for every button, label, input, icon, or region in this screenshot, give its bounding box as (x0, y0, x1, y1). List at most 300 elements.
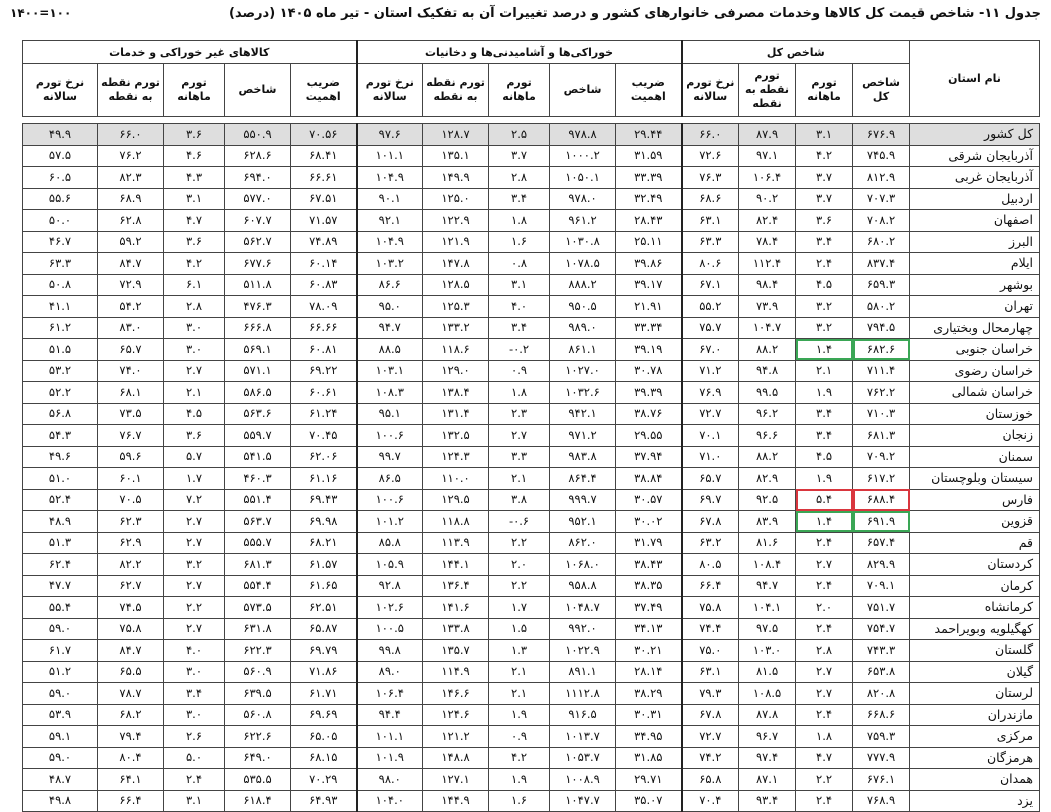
food-monthly-cell: ۳.۷ (489, 145, 550, 167)
nonfood-weight-cell: ۶۸.۱۵ (291, 747, 357, 769)
nonfood-annual-cell: ۶۱.۷ (23, 640, 98, 662)
food-monthly-cell: ۱.۹ (489, 704, 550, 726)
nonfood-monthly-cell: ۳.۶ (164, 124, 225, 146)
total-annual-cell: ۶۷.۱ (682, 274, 739, 296)
food-p2p-cell: ۱۳۲.۵ (423, 425, 489, 447)
nonfood-monthly-cell: ۷.۲ (164, 489, 225, 511)
total-monthly-cell: ۵.۴ (796, 489, 853, 511)
food-p2p-cell: ۱۴۸.۸ (423, 747, 489, 769)
nonfood-index-cell: ۵۸۶.۵ (225, 382, 291, 404)
total-p2p-cell: ۸۱.۵ (739, 661, 796, 683)
food-weight-cell: ۳۸.۸۴ (616, 468, 682, 490)
food-annual-cell: ۸۶.۵ (357, 468, 423, 490)
nonfood-weight-cell: ۶۶.۶۶ (291, 317, 357, 339)
food-index-cell: ۹۴۲.۱ (550, 403, 616, 425)
total-annual-cell: ۶۵.۷ (682, 468, 739, 490)
nonfood-index-cell: ۶۳۱.۸ (225, 618, 291, 640)
total-index-cell: ۸۱۲.۹ (853, 167, 910, 189)
nonfood-p2p-cell: ۷۴.۵ (98, 597, 164, 619)
province-name: البرز (910, 231, 1040, 253)
food-monthly-cell: ۲.۷ (489, 425, 550, 447)
food-weight-cell: ۲۵.۱۱ (616, 231, 682, 253)
nonfood-weight-cell: ۶۹.۷۹ (291, 640, 357, 662)
total-annual-cell: ۶۷.۰ (682, 339, 739, 361)
total-annual-cell: ۶۶.۰ (682, 124, 739, 146)
total-annual-cell: ۷۴.۴ (682, 618, 739, 640)
province-name: کهگیلویه وبویراحمد (910, 618, 1040, 640)
nonfood-index-cell: ۵۶۹.۱ (225, 339, 291, 361)
table-row (23, 167, 1040, 189)
nonfood-p2p-cell: ۶۲.۳ (98, 511, 164, 533)
province-name: هرمزگان (910, 747, 1040, 769)
food-index-cell: ۱۰۴۷.۷ (550, 790, 616, 812)
col-header: شاخص (550, 64, 616, 117)
nonfood-annual-cell: ۵۱.۰ (23, 468, 98, 490)
table-row (23, 790, 1040, 812)
food-weight-cell: ۳۹.۱۹ (616, 339, 682, 361)
food-p2p-cell: ۱۱۰.۰ (423, 468, 489, 490)
nonfood-p2p-cell: ۶۸.۱ (98, 382, 164, 404)
nonfood-index-cell: ۵۶۳.۶ (225, 403, 291, 425)
total-annual-cell: ۷۲.۶ (682, 145, 739, 167)
total-monthly-cell: ۱.۴ (796, 511, 853, 533)
food-monthly-cell: ۱.۸ (489, 382, 550, 404)
total-index-cell: ۵۸۰.۲ (853, 296, 910, 318)
province-name: قزوین (910, 511, 1040, 533)
col-header: تورم ماهانه (164, 64, 225, 117)
nonfood-monthly-cell: ۶.۱ (164, 274, 225, 296)
total-index-cell: ۶۸۲.۶ (853, 339, 910, 361)
nonfood-index-cell: ۵۵۱.۴ (225, 489, 291, 511)
total-annual-cell: ۷۲.۷ (682, 403, 739, 425)
total-index-cell: ۷۰۸.۲ (853, 210, 910, 232)
province-name: کل کشور (910, 124, 1040, 146)
nonfood-weight-cell: ۷۸.۰۹ (291, 296, 357, 318)
table-row (23, 640, 1040, 662)
total-monthly-cell: ۳.۶ (796, 210, 853, 232)
province-name: چهارمحال وبختیاری (910, 317, 1040, 339)
food-weight-cell: ۲۹.۴۴ (616, 124, 682, 146)
food-monthly-cell: ۱.۶ (489, 790, 550, 812)
nonfood-index-cell: ۶۲۲.۳ (225, 640, 291, 662)
total-monthly-cell: ۳.۴ (796, 403, 853, 425)
food-annual-cell: ۱۰۰.۶ (357, 425, 423, 447)
province-name: ایلام (910, 253, 1040, 275)
total-annual-cell: ۷۰.۱ (682, 425, 739, 447)
nonfood-index-cell: ۶۴۹.۰ (225, 747, 291, 769)
nonfood-index-cell: ۶۳۹.۵ (225, 683, 291, 705)
total-p2p-cell: ۷۳.۹ (739, 296, 796, 318)
total-p2p-cell: ۱۰۴.۷ (739, 317, 796, 339)
nonfood-weight-cell: ۶۱.۶۵ (291, 575, 357, 597)
table-body (23, 124, 1040, 812)
total-monthly-cell: ۲.۲ (796, 769, 853, 791)
table-row (23, 317, 1040, 339)
nonfood-annual-cell: ۶۰.۵ (23, 167, 98, 189)
nonfood-weight-cell: ۷۰.۲۹ (291, 769, 357, 791)
food-weight-cell: ۲۹.۵۵ (616, 425, 682, 447)
total-annual-cell: ۷۶.۹ (682, 382, 739, 404)
nonfood-p2p-cell: ۷۶.۷ (98, 425, 164, 447)
nonfood-index-cell: ۴۶۰.۳ (225, 468, 291, 490)
nonfood-monthly-cell: ۳.۰ (164, 661, 225, 683)
food-annual-cell: ۹۸.۰ (357, 769, 423, 791)
total-index-cell: ۷۵۱.۷ (853, 597, 910, 619)
nonfood-weight-cell: ۶۶.۶۱ (291, 167, 357, 189)
province-name: اردبیل (910, 188, 1040, 210)
total-monthly-cell: ۲.۸ (796, 640, 853, 662)
col-header: نرخ تورم سالانه (357, 64, 423, 117)
total-monthly-cell: ۲.۴ (796, 618, 853, 640)
table-row (23, 360, 1040, 382)
food-p2p-cell: ۱۳۵.۷ (423, 640, 489, 662)
group-header-nonfood: کالاهای غیر خوراکی و خدمات (23, 41, 357, 64)
nonfood-p2p-cell: ۶۴.۱ (98, 769, 164, 791)
nonfood-p2p-cell: ۸۲.۳ (98, 167, 164, 189)
total-monthly-cell: ۳.۷ (796, 167, 853, 189)
food-p2p-cell: ۱۳۶.۴ (423, 575, 489, 597)
nonfood-monthly-cell: ۲.۶ (164, 726, 225, 748)
nonfood-annual-cell: ۵۱.۳ (23, 532, 98, 554)
food-annual-cell: ۱۰۶.۴ (357, 683, 423, 705)
total-monthly-cell: ۲.۴ (796, 253, 853, 275)
nonfood-weight-cell: ۶۱.۵۷ (291, 554, 357, 576)
food-weight-cell: ۳۴.۹۵ (616, 726, 682, 748)
food-weight-cell: ۳۰.۲۱ (616, 640, 682, 662)
nonfood-weight-cell: ۶۹.۴۳ (291, 489, 357, 511)
nonfood-annual-cell: ۶۱.۲ (23, 317, 98, 339)
nonfood-monthly-cell: ۲.۷ (164, 575, 225, 597)
food-index-cell: ۹۸۳.۸ (550, 446, 616, 468)
group-header-food: خوراکی‌ها و آشامیدنی‌ها و دخانیات (357, 41, 682, 64)
table-row (23, 210, 1040, 232)
nonfood-monthly-cell: ۴.۷ (164, 210, 225, 232)
food-index-cell: ۱۰۶۸.۰ (550, 554, 616, 576)
food-monthly-cell: ۱.۹ (489, 769, 550, 791)
food-p2p-cell: ۱۱۳.۹ (423, 532, 489, 554)
total-p2p-cell: ۹۳.۴ (739, 790, 796, 812)
food-annual-cell: ۹۵.۰ (357, 296, 423, 318)
nonfood-index-cell: ۵۶۳.۷ (225, 511, 291, 533)
total-index-cell: ۸۲۰.۸ (853, 683, 910, 705)
nonfood-p2p-cell: ۸۴.۷ (98, 640, 164, 662)
total-index-cell: ۷۵۹.۳ (853, 726, 910, 748)
nonfood-index-cell: ۴۷۶.۳ (225, 296, 291, 318)
nonfood-index-cell: ۵۷۱.۱ (225, 360, 291, 382)
nonfood-monthly-cell: ۳.۶ (164, 425, 225, 447)
food-index-cell: ۱۰۷۸.۵ (550, 253, 616, 275)
nonfood-annual-cell: ۴۹.۹ (23, 124, 98, 146)
food-index-cell: ۹۷۸.۰ (550, 188, 616, 210)
nonfood-p2p-cell: ۷۲.۹ (98, 274, 164, 296)
nonfood-index-cell: ۶۰۷.۷ (225, 210, 291, 232)
total-annual-cell: ۶۶.۴ (682, 575, 739, 597)
food-monthly-cell: ۱.۵ (489, 618, 550, 640)
nonfood-p2p-cell: ۷۰.۵ (98, 489, 164, 511)
table-title: جدول ۱۱- شاخص قیمت کل کالاها وخدمات مصرفی خانوارهای کشور و درصد تغییرات آن به تفکیک استان - تیر ماه ۱۴۰۵ (درصد) (229, 6, 1041, 21)
total-annual-cell: ۷۰.۴ (682, 790, 739, 812)
total-monthly-cell: ۱.۴ (796, 339, 853, 361)
food-annual-cell: ۹۹.۸ (357, 640, 423, 662)
province-name: گلستان (910, 640, 1040, 662)
food-p2p-cell: ۱۳۱.۴ (423, 403, 489, 425)
nonfood-p2p-cell: ۶۵.۷ (98, 339, 164, 361)
nonfood-weight-cell: ۶۱.۷۱ (291, 683, 357, 705)
food-weight-cell: ۳۳.۳۹ (616, 167, 682, 189)
food-annual-cell: ۱۰۳.۱ (357, 360, 423, 382)
food-index-cell: ۹۷۱.۲ (550, 425, 616, 447)
col-header: نرخ تورم سالانه (682, 64, 739, 117)
nonfood-weight-cell: ۶۱.۲۴ (291, 403, 357, 425)
nonfood-weight-cell: ۷۴.۸۹ (291, 231, 357, 253)
nonfood-p2p-cell: ۷۴.۰ (98, 360, 164, 382)
nonfood-monthly-cell: ۳.۲ (164, 554, 225, 576)
total-monthly-cell: ۲.۷ (796, 683, 853, 705)
food-annual-cell: ۸۹.۰ (357, 661, 423, 683)
total-index-cell: ۸۲۹.۹ (853, 554, 910, 576)
nonfood-monthly-cell: ۳.۱ (164, 790, 225, 812)
nonfood-weight-cell: ۶۸.۴۱ (291, 145, 357, 167)
total-index-cell: ۷۰۹.۱ (853, 575, 910, 597)
nonfood-monthly-cell: ۱.۷ (164, 468, 225, 490)
nonfood-monthly-cell: ۳.۶ (164, 231, 225, 253)
food-monthly-cell: ۱.۳ (489, 640, 550, 662)
total-monthly-cell: ۲.۷ (796, 554, 853, 576)
food-p2p-cell: ۱۲۱.۹ (423, 231, 489, 253)
table-row (23, 597, 1040, 619)
total-index-cell: ۷۶۸.۹ (853, 790, 910, 812)
total-index-cell: ۶۹۱.۹ (853, 511, 910, 533)
food-annual-cell: ۹۰.۱ (357, 188, 423, 210)
food-weight-cell: ۳۷.۹۴ (616, 446, 682, 468)
total-p2p-cell: ۸۸.۲ (739, 339, 796, 361)
nonfood-p2p-cell: ۶۲.۸ (98, 210, 164, 232)
food-monthly-cell: ۲.۳ (489, 403, 550, 425)
food-annual-cell: ۱۰۱.۱ (357, 726, 423, 748)
nonfood-monthly-cell: ۳.۴ (164, 683, 225, 705)
food-weight-cell: ۳۱.۷۹ (616, 532, 682, 554)
nonfood-p2p-cell: ۵۹.۲ (98, 231, 164, 253)
total-p2p-cell: ۸۲.۹ (739, 468, 796, 490)
nonfood-weight-cell: ۷۱.۵۷ (291, 210, 357, 232)
table-row (23, 274, 1040, 296)
nonfood-monthly-cell: ۴.۳ (164, 167, 225, 189)
nonfood-p2p-cell: ۸۲.۲ (98, 554, 164, 576)
total-monthly-cell: ۲.۴ (796, 575, 853, 597)
total-p2p-cell: ۸۸.۲ (739, 446, 796, 468)
nonfood-index-cell: ۶۱۸.۴ (225, 790, 291, 812)
province-name: آذربایجان غربی (910, 167, 1040, 189)
food-annual-cell: ۱۰۱.۱ (357, 145, 423, 167)
food-annual-cell: ۹۹.۷ (357, 446, 423, 468)
nonfood-index-cell: ۶۶۶.۸ (225, 317, 291, 339)
total-index-cell: ۶۵۳.۸ (853, 661, 910, 683)
nonfood-p2p-cell: ۵۹.۶ (98, 446, 164, 468)
total-monthly-cell: ۱.۹ (796, 382, 853, 404)
total-p2p-cell: ۱۱۲.۴ (739, 253, 796, 275)
total-annual-cell: ۷۶.۳ (682, 167, 739, 189)
food-annual-cell: ۱۰۰.۵ (357, 618, 423, 640)
total-index-cell: ۶۷۶.۹ (853, 124, 910, 146)
food-weight-cell: ۳۰.۵۷ (616, 489, 682, 511)
nonfood-p2p-cell: ۶۶.۴ (98, 790, 164, 812)
col-header: تورم نقطه به نقطه (739, 64, 796, 117)
nonfood-p2p-cell: ۸۰.۴ (98, 747, 164, 769)
total-p2p-cell: ۹۷.۱ (739, 145, 796, 167)
food-weight-cell: ۳۳.۳۴ (616, 317, 682, 339)
nonfood-monthly-cell: ۵.۷ (164, 446, 225, 468)
total-p2p-cell: ۹۶.۷ (739, 726, 796, 748)
nonfood-monthly-cell: ۴.۲ (164, 253, 225, 275)
province-name: یزد (910, 790, 1040, 812)
nonfood-monthly-cell: ۲.۴ (164, 769, 225, 791)
table-row (23, 489, 1040, 511)
table-row (23, 769, 1040, 791)
food-p2p-cell: ۱۳۵.۱ (423, 145, 489, 167)
total-monthly-cell: ۲.۰ (796, 597, 853, 619)
table-row (23, 425, 1040, 447)
food-index-cell: ۸۸۸.۲ (550, 274, 616, 296)
nonfood-annual-cell: ۵۹.۰ (23, 683, 98, 705)
table-row (23, 253, 1040, 275)
nonfood-weight-cell: ۶۹.۶۹ (291, 704, 357, 726)
nonfood-weight-cell: ۶۲.۵۱ (291, 597, 357, 619)
province-name: بوشهر (910, 274, 1040, 296)
food-monthly-cell: ۲.۸ (489, 167, 550, 189)
total-index-cell: ۶۵۹.۳ (853, 274, 910, 296)
food-index-cell: ۱۰۰۸.۹ (550, 769, 616, 791)
nonfood-weight-cell: ۷۰.۴۵ (291, 425, 357, 447)
total-index-cell: ۶۸۱.۳ (853, 425, 910, 447)
food-p2p-cell: ۱۳۳.۸ (423, 618, 489, 640)
food-p2p-cell: ۱۲۹.۰ (423, 360, 489, 382)
food-annual-cell: ۹۴.۷ (357, 317, 423, 339)
total-index-cell: ۶۸۸.۴ (853, 489, 910, 511)
nonfood-annual-cell: ۵۵.۶ (23, 188, 98, 210)
food-weight-cell: ۳۱.۸۵ (616, 747, 682, 769)
nonfood-weight-cell: ۷۰.۵۶ (291, 124, 357, 146)
total-index-cell: ۷۹۴.۵ (853, 317, 910, 339)
food-annual-cell: ۹۷.۶ (357, 124, 423, 146)
food-index-cell: ۹۱۶.۵ (550, 704, 616, 726)
food-monthly-cell: ۳.۴ (489, 188, 550, 210)
table-row (23, 511, 1040, 533)
table-row (23, 145, 1040, 167)
food-index-cell: ۹۶۱.۲ (550, 210, 616, 232)
total-p2p-cell: ۸۱.۶ (739, 532, 796, 554)
food-weight-cell: ۳۹.۸۶ (616, 253, 682, 275)
total-index-cell: ۶۶۸.۶ (853, 704, 910, 726)
province-name: کرمان (910, 575, 1040, 597)
total-p2p-cell: ۸۷.۸ (739, 704, 796, 726)
nonfood-weight-cell: ۶۷.۵۱ (291, 188, 357, 210)
table-row (23, 575, 1040, 597)
food-weight-cell: ۳۹.۳۹ (616, 382, 682, 404)
nonfood-p2p-cell: ۶۲.۷ (98, 575, 164, 597)
nonfood-monthly-cell: ۲.۷ (164, 360, 225, 382)
total-p2p-cell: ۱۰۳.۰ (739, 640, 796, 662)
total-monthly-cell: ۱.۹ (796, 468, 853, 490)
total-annual-cell: ۶۳.۲ (682, 532, 739, 554)
total-annual-cell: ۶۹.۷ (682, 489, 739, 511)
nonfood-weight-cell: ۶۵.۰۵ (291, 726, 357, 748)
total-index-cell: ۷۱۰.۳ (853, 403, 910, 425)
nonfood-annual-cell: ۵۱.۲ (23, 661, 98, 683)
food-annual-cell: ۱۰۸.۳ (357, 382, 423, 404)
food-index-cell: ۸۶۲.۰ (550, 532, 616, 554)
food-p2p-cell: ۱۳۳.۲ (423, 317, 489, 339)
food-monthly-cell: ۲.۵ (489, 124, 550, 146)
nonfood-annual-cell: ۴۹.۸ (23, 790, 98, 812)
total-index-cell: ۷۷۷.۹ (853, 747, 910, 769)
total-monthly-cell: ۲.۴ (796, 532, 853, 554)
province-name: سیستان وبلوچستان (910, 468, 1040, 490)
nonfood-annual-cell: ۴۸.۹ (23, 511, 98, 533)
total-monthly-cell: ۴.۵ (796, 446, 853, 468)
food-weight-cell: ۳۱.۵۹ (616, 145, 682, 167)
total-annual-cell: ۷۵.۸ (682, 597, 739, 619)
total-annual-cell: ۸۰.۶ (682, 253, 739, 275)
total-index-cell: ۸۳۷.۴ (853, 253, 910, 275)
nonfood-annual-cell: ۵۹.۱ (23, 726, 98, 748)
food-monthly-cell: ۴.۲ (489, 747, 550, 769)
nonfood-weight-cell: ۷۱.۸۶ (291, 661, 357, 683)
table-row (23, 618, 1040, 640)
food-index-cell: ۱۰۴۸.۷ (550, 597, 616, 619)
nonfood-p2p-cell: ۷۶.۲ (98, 145, 164, 167)
total-monthly-cell: ۲.۱ (796, 360, 853, 382)
nonfood-monthly-cell: ۲.۷ (164, 618, 225, 640)
table-row (23, 296, 1040, 318)
table-row (23, 683, 1040, 705)
total-index-cell: ۷۶۲.۲ (853, 382, 910, 404)
food-weight-cell: ۳۸.۳۵ (616, 575, 682, 597)
food-index-cell: ۸۶۴.۴ (550, 468, 616, 490)
food-p2p-cell: ۱۲۸.۵ (423, 274, 489, 296)
table-row (23, 231, 1040, 253)
food-monthly-cell: ۱.۶ (489, 231, 550, 253)
province-name: گیلان (910, 661, 1040, 683)
nonfood-annual-cell: ۴۹.۶ (23, 446, 98, 468)
province-name: خراسان شمالی (910, 382, 1040, 404)
col-header: نرخ تورم سالانه (23, 64, 98, 117)
header-gap (23, 117, 1040, 124)
nonfood-annual-cell: ۵۵.۴ (23, 597, 98, 619)
total-p2p-cell: ۹۴.۷ (739, 575, 796, 597)
col-header: تورم ماهانه (796, 64, 853, 117)
province-name: زنجان (910, 425, 1040, 447)
nonfood-index-cell: ۶۷۷.۶ (225, 253, 291, 275)
food-annual-cell: ۹۴.۴ (357, 704, 423, 726)
nonfood-index-cell: ۵۴۱.۵ (225, 446, 291, 468)
total-annual-cell: ۶۳.۳ (682, 231, 739, 253)
food-index-cell: ۱۰۱۳.۷ (550, 726, 616, 748)
total-annual-cell: ۵۵.۲ (682, 296, 739, 318)
food-weight-cell: ۳۲.۴۹ (616, 188, 682, 210)
province-name: خوزستان (910, 403, 1040, 425)
nonfood-weight-cell: ۶۹.۲۲ (291, 360, 357, 382)
total-p2p-cell: ۸۷.۹ (739, 124, 796, 146)
food-p2p-cell: ۱۱۴.۹ (423, 661, 489, 683)
total-annual-cell: ۷۵.۰ (682, 640, 739, 662)
nonfood-annual-cell: ۵۴.۳ (23, 425, 98, 447)
food-monthly-cell: ۲.۱ (489, 661, 550, 683)
nonfood-index-cell: ۶۹۴.۰ (225, 167, 291, 189)
total-p2p-cell: ۹۸.۴ (739, 274, 796, 296)
province-name: مازندران (910, 704, 1040, 726)
food-p2p-cell: ۱۲۲.۹ (423, 210, 489, 232)
nonfood-annual-cell: ۴۱.۱ (23, 296, 98, 318)
